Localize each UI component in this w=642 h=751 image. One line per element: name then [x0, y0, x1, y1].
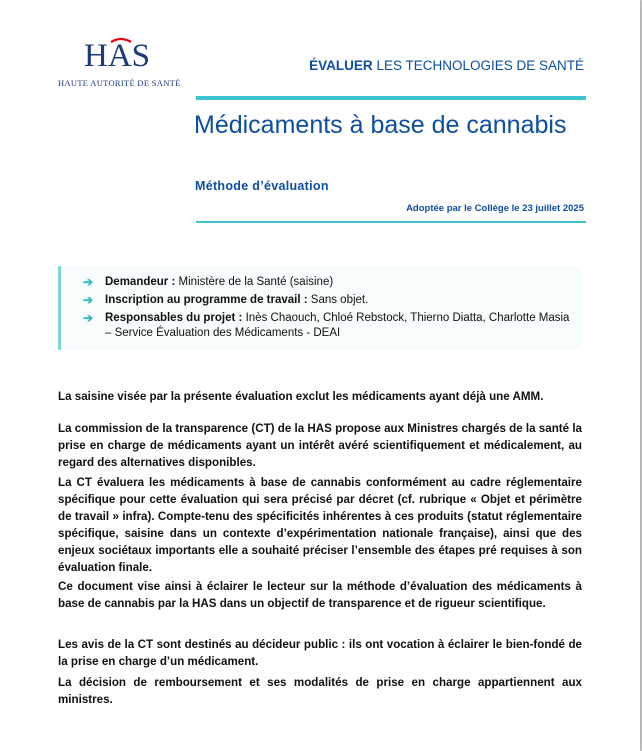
- project-info-box: [58, 266, 581, 350]
- info-label: Responsables du projet :: [105, 312, 243, 324]
- header-rule-top: [196, 96, 586, 100]
- info-item-work-program: [83, 293, 573, 308]
- series-heading: [309, 58, 584, 73]
- header-rule-bottom: [196, 221, 586, 223]
- svg-text:HAS: HAS: [84, 38, 151, 72]
- paragraph-1: La saisine visée par la présente évaluation exclut les médicaments ayant déjà une AMM.: [58, 390, 544, 403]
- info-label: Demandeur :: [105, 276, 176, 288]
- info-label: Inscription au programme de travail :: [105, 294, 308, 306]
- paragraph-5: Les avis de la CT sont destinés au décideur public : ils ont vocation à éclairer le bien-fondé de la prise en charge d’un médicament.: [58, 638, 582, 668]
- info-value: Sans objet.: [307, 294, 369, 306]
- document-title: Médicaments à base de cannabis: [194, 111, 567, 139]
- paragraph-2: La commission de la transparence (CT) de la HAS propose aux Ministres chargés de la santé la prise en charge de médicaments ayant un intérêt avéré scientifiquement et médicalement, au regard des alternatives disponibles.: [58, 422, 582, 469]
- paragraph-6: La décision de remboursement et ses modalités de prise en charge appartiennent aux ministres.: [58, 676, 582, 706]
- paragraph-4: Ce document vise ainsi à éclairer le lecteur sur la méthode d’évaluation des médicaments à base de cannabis par la HAS dans un objectif de transparence et de rigueur scientifique.: [58, 580, 582, 610]
- info-value: Inès Chaouch, Chloé Rebstock, Thierno Diatta, Charlotte Masia – Service Évaluation des Médicaments - DEAI: [105, 312, 570, 339]
- series-heading-rest: LES TECHNOLOGIES DE SANTÉ: [372, 58, 584, 73]
- info-item-project-leads: [83, 311, 573, 341]
- arrow-right-icon: ➔: [83, 293, 94, 307]
- has-logo-mark: [84, 36, 160, 72]
- document-subtitle: Méthode d’évaluation: [195, 179, 329, 193]
- info-item-requester: [83, 275, 573, 290]
- series-heading-strong: ÉVALUER: [309, 58, 373, 73]
- has-logo: [58, 36, 198, 88]
- adoption-date: Adoptée par le Collège le 23 juillet 2025: [406, 203, 584, 214]
- info-value: Ministère de la Santé (saisine): [175, 276, 334, 288]
- arrow-right-icon: ➔: [83, 311, 94, 325]
- logo-subtitle: HAUTE AUTORITÉ DE SANTÉ: [58, 78, 181, 88]
- arrow-right-icon: ➔: [83, 275, 94, 289]
- paragraph-3: La CT évaluera les médicaments à base de cannabis conformément au cadre réglementaire spécifique pour cette évaluation qui sera précisé par décret (cf. rubrique « Objet et périmètre de travail » infra). Compte-tenu des spécificités inhérentes à ces produits (statut réglementaire spécifique, saisine dans un contexte d’expérimentation nationale française), ainsi que des enjeux sociétaux importants elle a souhaité préciser l’ensemble des étapes pré requises à son évaluation finale.: [58, 476, 582, 574]
